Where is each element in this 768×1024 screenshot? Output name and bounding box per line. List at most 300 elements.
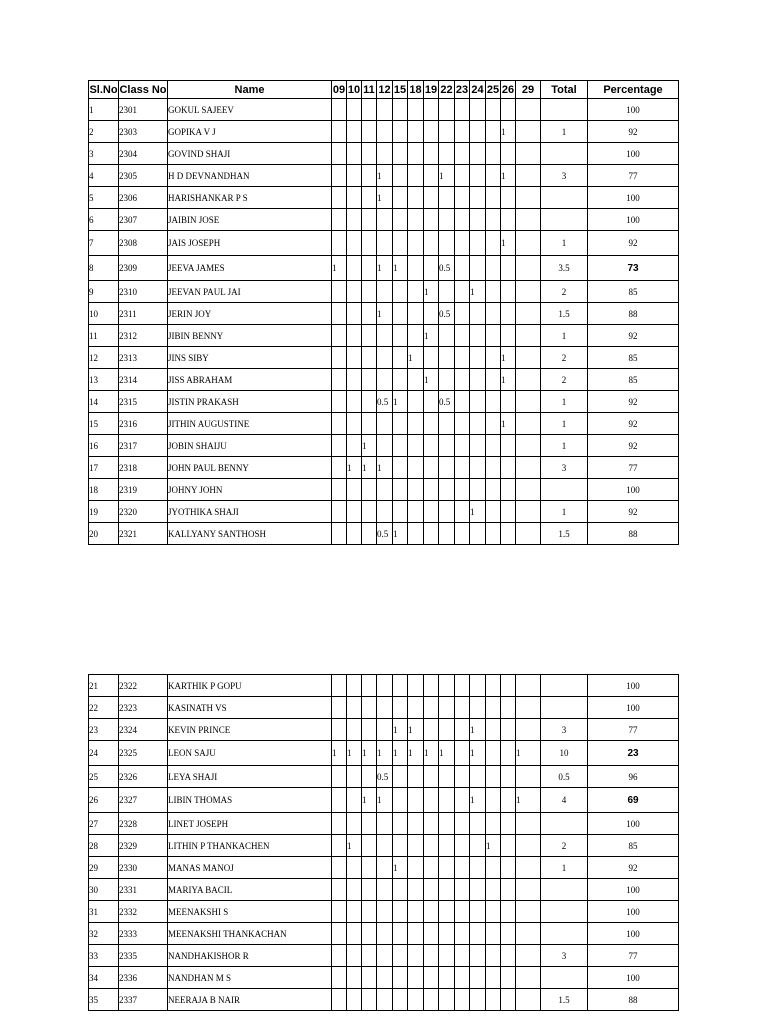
absence-cell: [362, 143, 377, 165]
class-no-cell: 2304: [119, 143, 168, 165]
absence-cell: [332, 967, 347, 989]
absence-cell: [455, 391, 470, 413]
total-cell: 1.5: [541, 303, 588, 325]
absence-cell: [486, 967, 501, 989]
absence-cell: [455, 523, 470, 545]
absence-cell: [486, 501, 501, 523]
absence-cell: [516, 121, 541, 143]
absence-cell: 1: [470, 501, 486, 523]
absence-cell: [408, 391, 424, 413]
sl-no-cell: 6: [89, 209, 119, 231]
absence-cell: 1: [486, 835, 501, 857]
total-cell: 1: [541, 121, 588, 143]
name-cell: JOHNY JOHN: [168, 479, 332, 501]
table-row: [89, 99, 679, 121]
absence-cell: 1: [439, 741, 455, 766]
table-row: [89, 256, 679, 281]
absence-cell: [516, 99, 541, 121]
class-no-cell: 2307: [119, 209, 168, 231]
absence-cell: [455, 231, 470, 256]
absence-cell: [470, 835, 486, 857]
absence-cell: [516, 523, 541, 545]
absence-cell: [455, 209, 470, 231]
class-no-cell: 2305: [119, 165, 168, 187]
absence-cell: [439, 479, 455, 501]
absence-cell: [408, 945, 424, 967]
absence-cell: [377, 901, 393, 923]
header-date: 11: [362, 81, 377, 99]
absence-cell: [470, 879, 486, 901]
absence-cell: [362, 901, 377, 923]
absence-cell: [501, 857, 516, 879]
absence-cell: [332, 697, 347, 719]
absence-cell: 1: [393, 741, 408, 766]
absence-cell: [362, 325, 377, 347]
absence-cell: [439, 325, 455, 347]
absence-cell: [455, 187, 470, 209]
sl-no-cell: 17: [89, 457, 119, 479]
absence-cell: 1: [377, 303, 393, 325]
name-cell: GOPIKA V J: [168, 121, 332, 143]
absence-cell: [347, 967, 362, 989]
absence-cell: [347, 857, 362, 879]
absence-cell: [455, 675, 470, 697]
name-cell: LEON SAJU: [168, 741, 332, 766]
absence-cell: [408, 435, 424, 457]
total-cell: [541, 697, 588, 719]
absence-cell: 1: [439, 165, 455, 187]
table-row: [89, 347, 679, 369]
absence-cell: [439, 719, 455, 741]
class-no-cell: 2329: [119, 835, 168, 857]
absence-cell: [332, 835, 347, 857]
absence-cell: [439, 923, 455, 945]
absence-cell: [347, 391, 362, 413]
absence-cell: [470, 967, 486, 989]
absence-cell: [486, 788, 501, 813]
sl-no-cell: 11: [89, 325, 119, 347]
table-row: [89, 209, 679, 231]
name-cell: LITHIN P THANKACHEN: [168, 835, 332, 857]
absence-cell: [332, 479, 347, 501]
table-row: [89, 835, 679, 857]
absence-cell: [408, 99, 424, 121]
class-no-cell: 2326: [119, 766, 168, 788]
absence-cell: [516, 256, 541, 281]
absence-cell: [362, 857, 377, 879]
name-cell: MANAS MANOJ: [168, 857, 332, 879]
absence-cell: [439, 143, 455, 165]
absence-cell: [455, 879, 470, 901]
absence-cell: [393, 369, 408, 391]
percentage-cell: 92: [588, 231, 679, 256]
attendance-table-1: [88, 80, 679, 545]
absence-cell: [377, 967, 393, 989]
total-cell: [541, 879, 588, 901]
absence-cell: [470, 857, 486, 879]
absence-cell: [332, 231, 347, 256]
absence-cell: [516, 719, 541, 741]
absence-cell: [455, 945, 470, 967]
class-no-cell: 2324: [119, 719, 168, 741]
absence-cell: [408, 967, 424, 989]
table-row: [89, 741, 679, 766]
table-row: [89, 901, 679, 923]
absence-cell: [439, 989, 455, 1011]
total-cell: 4: [541, 788, 588, 813]
absence-cell: [439, 281, 455, 303]
absence-cell: [332, 901, 347, 923]
absence-cell: [424, 143, 439, 165]
percentage-cell: 73: [588, 256, 679, 281]
class-no-cell: 2316: [119, 413, 168, 435]
absence-cell: [455, 967, 470, 989]
absence-cell: [408, 231, 424, 256]
absence-cell: [439, 945, 455, 967]
absence-cell: [516, 325, 541, 347]
absence-cell: [424, 165, 439, 187]
absence-cell: 1: [501, 121, 516, 143]
absence-cell: [439, 231, 455, 256]
absence-cell: [439, 121, 455, 143]
absence-cell: [377, 675, 393, 697]
sl-no-cell: 23: [89, 719, 119, 741]
table-row: [89, 325, 679, 347]
absence-cell: [501, 325, 516, 347]
absence-cell: [470, 121, 486, 143]
absence-cell: [516, 413, 541, 435]
absence-cell: [347, 187, 362, 209]
name-cell: JOBIN SHAIJU: [168, 435, 332, 457]
absence-cell: [332, 435, 347, 457]
absence-cell: [424, 879, 439, 901]
percentage-cell: 85: [588, 369, 679, 391]
absence-cell: [455, 813, 470, 835]
absence-cell: [424, 719, 439, 741]
absence-cell: 1: [362, 435, 377, 457]
absence-cell: [439, 901, 455, 923]
table-row: [89, 879, 679, 901]
total-cell: [541, 901, 588, 923]
header-date: 09: [332, 81, 347, 99]
absence-cell: [439, 523, 455, 545]
absence-cell: [332, 501, 347, 523]
percentage-cell: 77: [588, 945, 679, 967]
absence-cell: [439, 857, 455, 879]
absence-cell: [501, 697, 516, 719]
absence-cell: [455, 788, 470, 813]
absence-cell: [393, 766, 408, 788]
absence-cell: [393, 788, 408, 813]
absence-cell: [347, 788, 362, 813]
class-no-cell: 2319: [119, 479, 168, 501]
absence-cell: [362, 99, 377, 121]
percentage-cell: 92: [588, 121, 679, 143]
name-cell: KASINATH VS: [168, 697, 332, 719]
total-cell: [541, 99, 588, 121]
total-cell: [541, 209, 588, 231]
name-cell: JIBIN BENNY: [168, 325, 332, 347]
percentage-cell: 100: [588, 675, 679, 697]
table-row: [89, 413, 679, 435]
absence-cell: 1: [393, 719, 408, 741]
percentage-cell: 77: [588, 457, 679, 479]
absence-cell: 1: [408, 741, 424, 766]
absence-cell: [455, 719, 470, 741]
table-row: [89, 967, 679, 989]
class-no-cell: 2321: [119, 523, 168, 545]
absence-cell: [408, 879, 424, 901]
absence-cell: [347, 281, 362, 303]
absence-cell: [347, 347, 362, 369]
total-cell: 1.5: [541, 989, 588, 1011]
absence-cell: [332, 523, 347, 545]
absence-cell: [470, 391, 486, 413]
absence-cell: [486, 741, 501, 766]
absence-cell: [424, 813, 439, 835]
header-percentage: Percentage: [588, 81, 679, 99]
absence-cell: [470, 697, 486, 719]
absence-cell: [455, 99, 470, 121]
header-sl-no: Sl.No: [89, 81, 119, 99]
absence-cell: [501, 741, 516, 766]
class-no-cell: 2303: [119, 121, 168, 143]
absence-cell: [424, 231, 439, 256]
class-no-cell: 2311: [119, 303, 168, 325]
absence-cell: [377, 697, 393, 719]
percentage-cell: 100: [588, 923, 679, 945]
attendance-table-2: [88, 674, 679, 1011]
absence-cell: [408, 523, 424, 545]
absence-cell: [408, 479, 424, 501]
class-no-cell: 2314: [119, 369, 168, 391]
absence-cell: [347, 719, 362, 741]
sl-no-cell: 1: [89, 99, 119, 121]
absence-cell: [501, 391, 516, 413]
absence-cell: [362, 391, 377, 413]
absence-cell: [501, 99, 516, 121]
absence-cell: [408, 209, 424, 231]
absence-cell: [455, 281, 470, 303]
total-cell: [541, 187, 588, 209]
name-cell: NANDHAKISHOR R: [168, 945, 332, 967]
name-cell: JAIS JOSEPH: [168, 231, 332, 256]
absence-cell: [332, 788, 347, 813]
absence-cell: [408, 835, 424, 857]
absence-cell: 1: [516, 788, 541, 813]
absence-cell: [332, 675, 347, 697]
name-cell: GOVIND SHAJI: [168, 143, 332, 165]
absence-cell: [424, 121, 439, 143]
absence-cell: 1: [393, 857, 408, 879]
absence-cell: [393, 479, 408, 501]
absence-cell: [424, 347, 439, 369]
absence-cell: [486, 121, 501, 143]
class-no-cell: 2327: [119, 788, 168, 813]
header-date: 12: [377, 81, 393, 99]
absence-cell: [332, 121, 347, 143]
absence-cell: [377, 835, 393, 857]
absence-cell: [362, 813, 377, 835]
total-cell: 1: [541, 413, 588, 435]
absence-cell: [377, 121, 393, 143]
absence-cell: [408, 303, 424, 325]
absence-cell: [486, 413, 501, 435]
absence-cell: [501, 835, 516, 857]
absence-cell: [424, 303, 439, 325]
absence-cell: [516, 187, 541, 209]
absence-cell: [501, 901, 516, 923]
absence-cell: 0.5: [439, 303, 455, 325]
name-cell: LIBIN THOMAS: [168, 788, 332, 813]
absence-cell: [455, 121, 470, 143]
absence-cell: [501, 303, 516, 325]
table-row: [89, 923, 679, 945]
table-row: [89, 143, 679, 165]
absence-cell: [393, 187, 408, 209]
table-row: [89, 479, 679, 501]
absence-cell: [501, 967, 516, 989]
absence-cell: [516, 143, 541, 165]
total-cell: 3: [541, 719, 588, 741]
absence-cell: [362, 165, 377, 187]
absence-cell: [424, 967, 439, 989]
sl-no-cell: 12: [89, 347, 119, 369]
class-no-cell: 2318: [119, 457, 168, 479]
total-cell: [541, 675, 588, 697]
absence-cell: [501, 435, 516, 457]
sl-no-cell: 26: [89, 788, 119, 813]
absence-cell: 1: [393, 256, 408, 281]
absence-cell: 1: [362, 788, 377, 813]
header-date: 23: [455, 81, 470, 99]
absence-cell: [486, 766, 501, 788]
absence-cell: 1: [408, 347, 424, 369]
absence-cell: [455, 325, 470, 347]
absence-cell: [408, 165, 424, 187]
sl-no-cell: 24: [89, 741, 119, 766]
absence-cell: [408, 697, 424, 719]
name-cell: JERIN JOY: [168, 303, 332, 325]
total-cell: 3: [541, 457, 588, 479]
absence-cell: [516, 369, 541, 391]
absence-cell: [347, 813, 362, 835]
absence-cell: [486, 391, 501, 413]
absence-cell: [332, 923, 347, 945]
sl-no-cell: 3: [89, 143, 119, 165]
absence-cell: [486, 901, 501, 923]
absence-cell: [362, 479, 377, 501]
absence-cell: [362, 945, 377, 967]
absence-cell: [424, 788, 439, 813]
absence-cell: [332, 209, 347, 231]
table-row: [89, 435, 679, 457]
sl-no-cell: 21: [89, 675, 119, 697]
absence-cell: [424, 923, 439, 945]
absence-cell: 1: [377, 187, 393, 209]
absence-cell: [486, 989, 501, 1011]
header-date: 24: [470, 81, 486, 99]
absence-cell: [439, 675, 455, 697]
absence-cell: 1: [332, 741, 347, 766]
absence-cell: [516, 967, 541, 989]
absence-cell: [439, 501, 455, 523]
absence-cell: [347, 303, 362, 325]
name-cell: MARIYA BACIL: [168, 879, 332, 901]
absence-cell: [377, 719, 393, 741]
percentage-cell: 92: [588, 413, 679, 435]
absence-cell: [455, 766, 470, 788]
sl-no-cell: 28: [89, 835, 119, 857]
absence-cell: [501, 209, 516, 231]
sl-no-cell: 13: [89, 369, 119, 391]
absence-cell: [393, 697, 408, 719]
absence-cell: [516, 901, 541, 923]
absence-cell: [424, 835, 439, 857]
absence-cell: [516, 457, 541, 479]
absence-cell: [332, 187, 347, 209]
percentage-cell: 100: [588, 967, 679, 989]
table-row: [89, 369, 679, 391]
absence-cell: [393, 347, 408, 369]
percentage-cell: 88: [588, 989, 679, 1011]
absence-cell: [486, 523, 501, 545]
sl-no-cell: 22: [89, 697, 119, 719]
absence-cell: [455, 857, 470, 879]
percentage-cell: 100: [588, 479, 679, 501]
absence-cell: [470, 813, 486, 835]
class-no-cell: 2337: [119, 989, 168, 1011]
absence-cell: 1: [424, 369, 439, 391]
sl-no-cell: 5: [89, 187, 119, 209]
absence-cell: [455, 165, 470, 187]
absence-cell: [377, 369, 393, 391]
absence-cell: [439, 457, 455, 479]
absence-cell: [347, 165, 362, 187]
absence-cell: [424, 945, 439, 967]
percentage-cell: 92: [588, 325, 679, 347]
percentage-cell: 100: [588, 697, 679, 719]
absence-cell: [516, 347, 541, 369]
percentage-cell: 100: [588, 187, 679, 209]
absence-cell: 1: [424, 325, 439, 347]
percentage-cell: 85: [588, 347, 679, 369]
absence-cell: 1: [501, 413, 516, 435]
table-row: [89, 501, 679, 523]
percentage-cell: 92: [588, 857, 679, 879]
absence-cell: [439, 187, 455, 209]
table-row: [89, 187, 679, 209]
absence-cell: [408, 457, 424, 479]
name-cell: KEVIN PRINCE: [168, 719, 332, 741]
table-row: [89, 121, 679, 143]
header-date: 18: [408, 81, 424, 99]
table-row: [89, 719, 679, 741]
absence-cell: [377, 231, 393, 256]
class-no-cell: 2323: [119, 697, 168, 719]
percentage-cell: 92: [588, 501, 679, 523]
name-cell: HARISHANKAR P S: [168, 187, 332, 209]
absence-cell: [362, 923, 377, 945]
absence-cell: [393, 325, 408, 347]
absence-cell: [408, 413, 424, 435]
sl-no-cell: 32: [89, 923, 119, 945]
absence-cell: [362, 187, 377, 209]
absence-cell: [424, 901, 439, 923]
absence-cell: [516, 697, 541, 719]
class-no-cell: 2306: [119, 187, 168, 209]
absence-cell: [424, 413, 439, 435]
